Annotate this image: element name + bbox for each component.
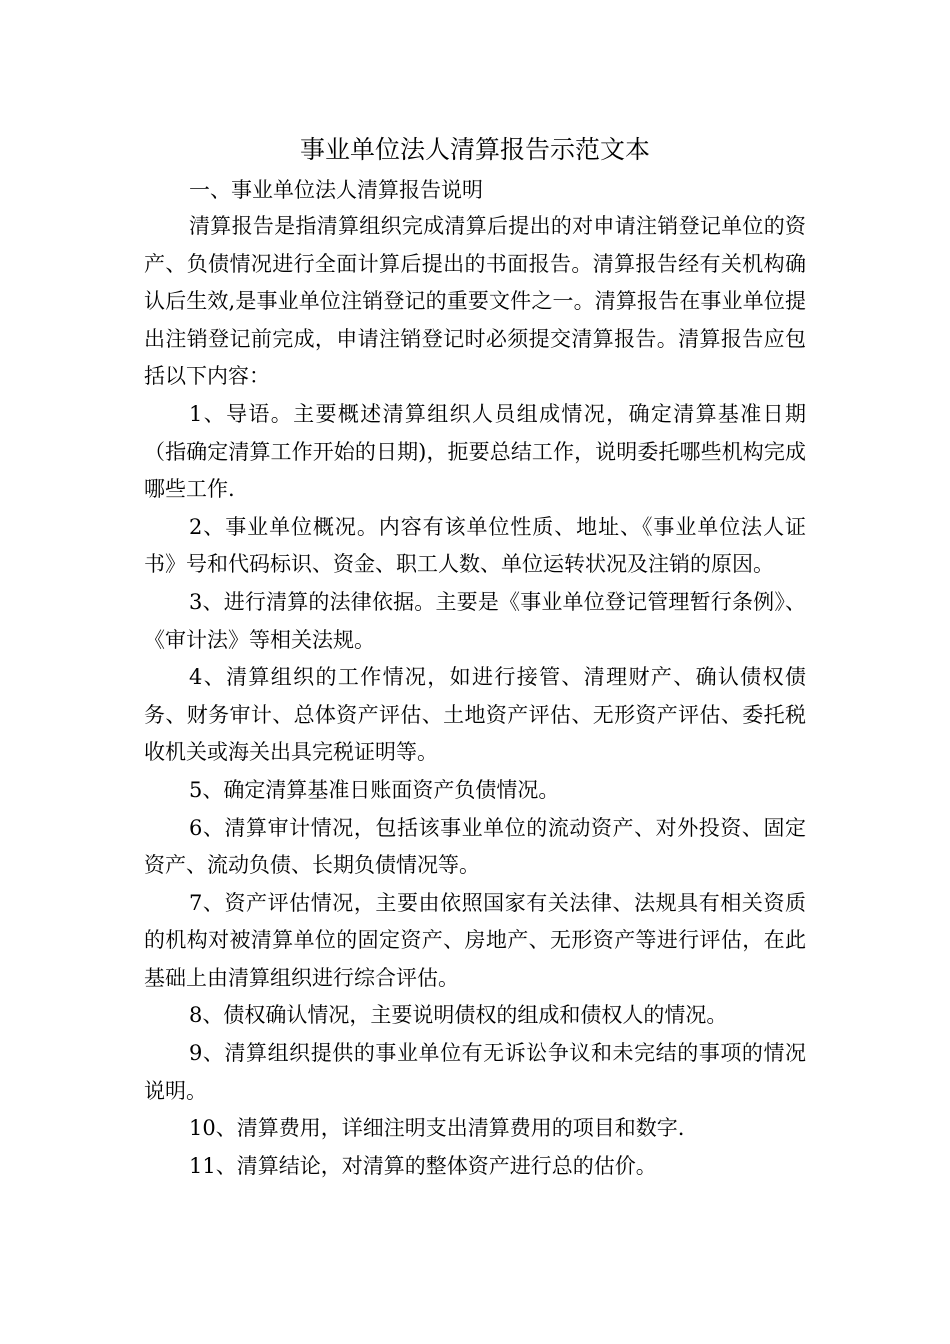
paragraph-item-3: 3、进行清算的法律依据。主要是《事业单位登记管理暂行条例》、《审计法》等相关法规。 (144, 589, 806, 652)
paragraph-intro: 清算报告是指清算组织完成清算后提出的对申请注销登记单位的资产、负债情况进行全面计算后提出的书面报告。清算报告经有关机构确认后生效,是事业单位注销登记的重要文件之一。清算报告在事业单位提出注销登记前完成，申请注销登记时必须提交清算报告。清算报告应包括以下内容： (144, 214, 806, 389)
document-page (144, 128, 806, 1185)
paragraph-item-4: 4、清算组织的工作情况，如进行接管、清理财产、确认债权债务、财务审计、总体资产评估、土地资产评估、无形资产评估、委托税收机关或海关出具完税证明等。 (144, 665, 806, 765)
section-heading: 一、事业单位法人清算报告说明 (189, 178, 483, 202)
paragraph-item-5: 5、确定清算基准日账面资产负债情况。 (189, 777, 560, 802)
paragraph-item-7: 7、资产评估情况，主要由依照国家有关法律、法规具有相关资质的机构对被清算单位的固定资产、房地产、无形资产等进行评估，在此基础上由清算组织进行综合评估。 (144, 890, 806, 990)
paragraph-item-6: 6、清算审计情况，包括该事业单位的流动资产、对外投资、固定资产、流动负债、长期负债情况等。 (144, 815, 806, 878)
paragraph-item-1: 1、导语。主要概述清算组织人员组成情况，确定清算基准日期（指确定清算工作开始的日期)，扼要总结工作，说明委托哪些机构完成哪些工作. (144, 401, 806, 502)
paragraph-item-8: 8、债权确认情况，主要说明债权的组成和债权人的情况。 (189, 1003, 728, 1028)
paragraph-item-11: 11、清算结论，对清算的整体资产进行总的估价。 (189, 1153, 657, 1178)
paragraph-item-10: 10、清算费用，详细注明支出清算费用的项目和数字. (189, 1116, 685, 1141)
document-title: 事业单位法人清算报告示范文本 (299, 135, 650, 164)
paragraph-item-9: 9、清算组织提供的事业单位有无诉讼争议和未完结的事项的情况说明。 (144, 1041, 806, 1103)
paragraph-item-2: 2、事业单位概况。内容有该单位性质、地址、《事业单位法人证书》号和代码标识、资金、职工人数、单位运转状况及注销的原因。 (144, 514, 806, 577)
